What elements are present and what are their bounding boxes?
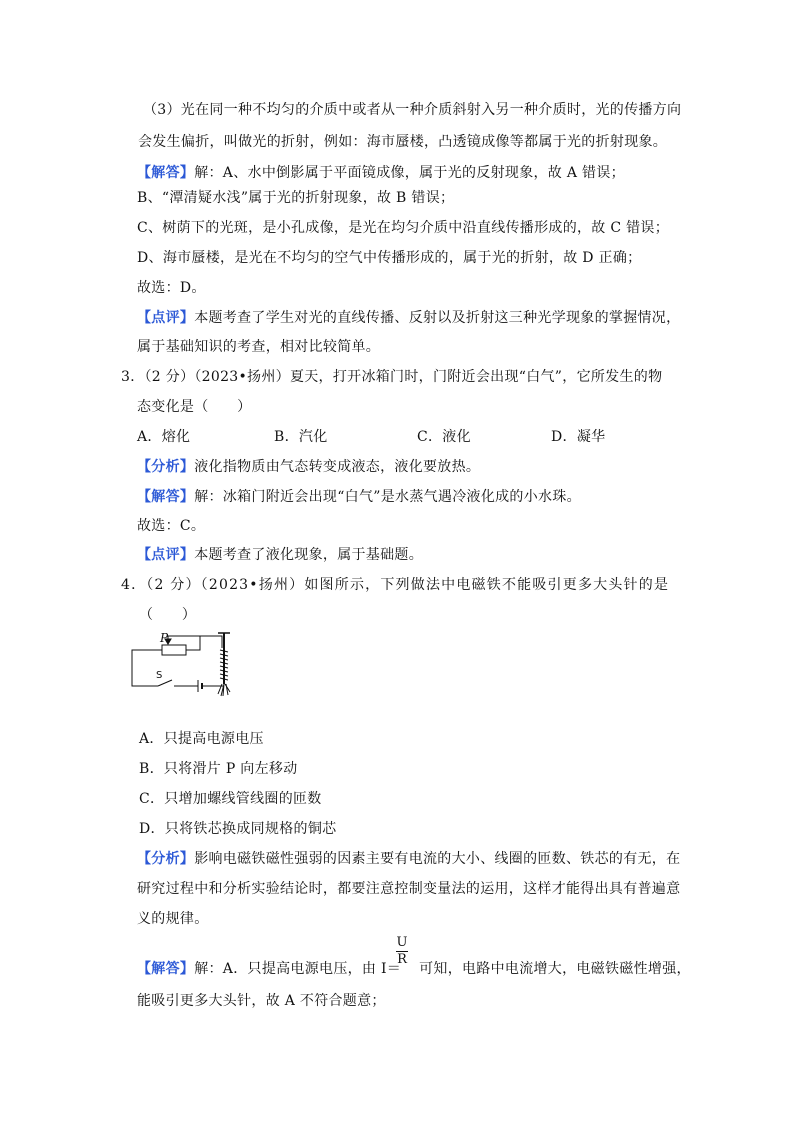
para-3-line-1: （3）光在同一种不均匀的介质中或者从一种介质斜射入另一种介质时，光的传播方向 — [143, 102, 682, 118]
circuit-diagram — [128, 628, 238, 698]
comment-text: 本题考查了液化现象，属于基础题。 — [194, 547, 424, 563]
q2-answer-b: B、“潭清疑水浅”属于光的折射现象，故 B 错误； — [137, 190, 455, 206]
rheostat-slider-wire — [168, 636, 200, 650]
q3-option-d: D．凝华 — [551, 429, 606, 445]
q3-option-a: A．熔化 — [137, 429, 191, 445]
q4-option-a: A．只提高电源电压 — [139, 731, 264, 747]
q3-option-c: C．液化 — [417, 429, 471, 445]
q4-answer-line — [137, 959, 691, 979]
q4-answer-line-2: 能吸引更多大头针，故 A 不符合题意； — [137, 993, 386, 1009]
analysis-tag: 【分析】 — [137, 459, 195, 475]
q3-answer-line — [137, 487, 581, 507]
answer-tag: 【解答】 — [137, 489, 195, 505]
q2-comment-line-2: 属于基础知识的考查，相对比较简单。 — [137, 339, 381, 355]
q4-analysis-line-3: 义的规律。 — [137, 911, 209, 927]
answer-text: 解：A、水中倒影属于平面镜成像，属于光的反射现象，故 A 错误； — [194, 165, 625, 181]
q3-analysis-line — [137, 457, 480, 477]
answer-tag: 【解答】 — [137, 165, 195, 181]
q3-comment-line — [137, 545, 423, 565]
q4-option-c: C．只增加螺线管线圈的匝数 — [139, 791, 322, 807]
analysis-text: 影响电磁铁磁性强弱的因素主要有电流的大小、线圈的匝数、铁芯的有无，在 — [194, 851, 681, 867]
circuit-wire-top — [200, 636, 222, 648]
q3-stem-2: 态变化是（ ） — [137, 399, 252, 415]
q4-option-d: D．只将铁芯换成同规格的铜芯 — [139, 821, 337, 837]
analysis-tag: 【分析】 — [137, 851, 195, 867]
answer-text: 解：冰箱门附近会出现“白气”是水蒸气遇冷液化成的小水珠。 — [194, 489, 581, 505]
analysis-text: 液化指物质由气态转变成液态，液化要放热。 — [194, 459, 481, 475]
q4-stem-2: （ ） — [139, 607, 197, 623]
q3-option-b: B．汽化 — [274, 429, 328, 445]
comment-tag: 【点评】 — [137, 547, 195, 563]
answer-text-pre: 解：A．只提高电源电压，由 I＝ — [194, 961, 402, 977]
fraction-denominator: R — [397, 952, 407, 967]
comment-text: 本题考查了学生对光的直线传播、反射以及折射这三种光学现象的掌握情况， — [194, 310, 681, 326]
answer-tag: 【解答】 — [137, 961, 195, 977]
q4-stem: 4．（2 分）（2023•扬州）如图所示，下列做法中电磁铁不能吸引更多大头针的是 — [121, 577, 670, 593]
q4-analysis-line-2: 研究过程中和分析实验结论时，都要注意控制变量法的运用，这样才能得出具有普遍意 — [137, 881, 681, 897]
q2-answer-d: D、海市蜃楼，是光在不均匀的空气中传播形成的，属于光的折射，故 D 正确； — [137, 250, 642, 266]
q3-stem: 3．（2 分）（2023•扬州）夏天，打开冰箱门时，门附近会出现“白气”，它所发生的物 — [121, 369, 663, 385]
q2-answer-c: C、树荫下的光斑，是小孔成像，是光在均匀介质中沿直线传播形成的，故 C 错误； — [137, 220, 670, 236]
comment-tag: 【点评】 — [137, 310, 195, 326]
q2-answer-line — [137, 163, 625, 183]
label-s: S — [156, 670, 163, 681]
q2-selection: 故选：D。 — [137, 280, 206, 296]
q3-selection: 故选：C。 — [137, 518, 206, 534]
q4-analysis-line — [137, 849, 680, 869]
para-3-line-2: 会发生偏折，叫做光的折射，例如：海市蜃楼，凸透镜成像等都属于光的折射现象。 — [138, 134, 668, 150]
q2-comment-line — [137, 308, 680, 328]
fraction-numerator: U — [396, 935, 408, 950]
q3-options — [137, 427, 657, 447]
answer-text-post: 可知，电路中电流增大，电磁铁磁性增强， — [419, 961, 691, 977]
rheostat — [162, 645, 186, 655]
label-p: P — [160, 631, 169, 645]
q4-option-b: B．只将滑片 P 向左移动 — [139, 761, 298, 777]
formula-fraction — [395, 935, 409, 968]
